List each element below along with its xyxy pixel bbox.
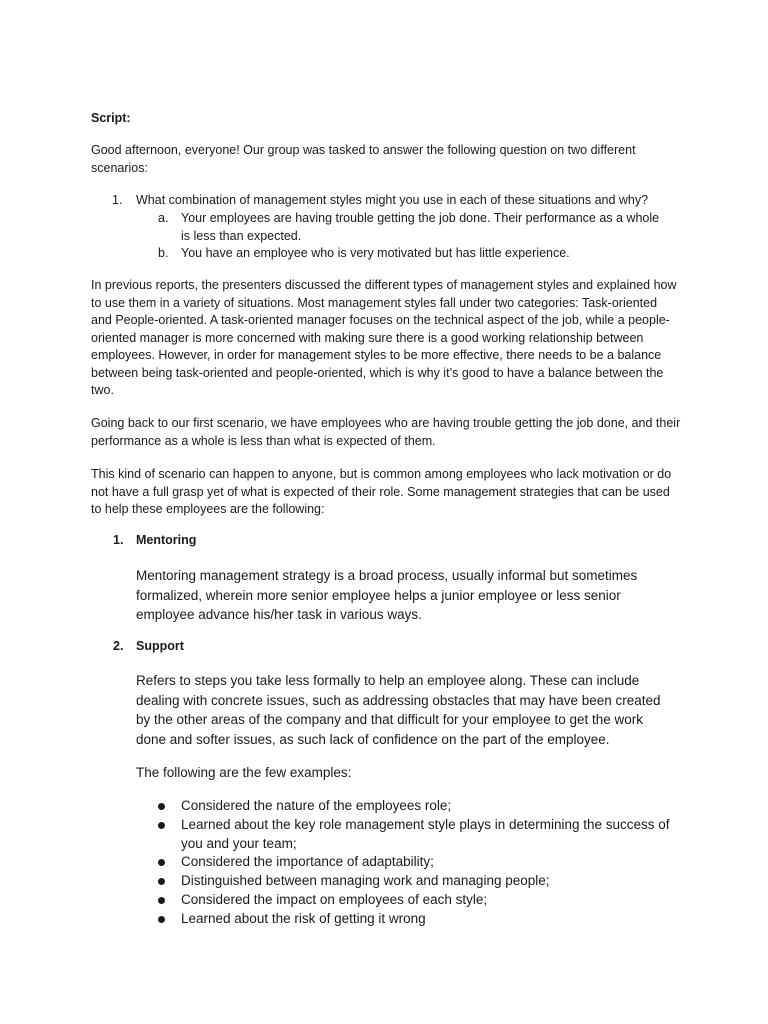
bullet-item: Considered the importance of adaptability; (181, 854, 434, 869)
bullet-dot (158, 822, 165, 829)
examples-intro: The following are the few examples: (136, 765, 352, 780)
sub-item-text-b: You have an employee who is very motivated but has little experience. (181, 246, 570, 260)
bullet-dot (158, 859, 165, 866)
bullet-dot (158, 803, 165, 810)
support-paragraph: Refers to steps you take less formally to help an employee along. These can include dealing with concrete issues, such as addressing obstacles that may have been created by the other areas of the company and that difficult for your employee to get the work done and softer issues, as such lack of confidence on the part of the employee. (136, 673, 661, 747)
question-number: 1. (112, 193, 123, 207)
bullet-item: Considered the nature of the employees role; (181, 798, 452, 813)
mentoring-paragraph: Mentoring management strategy is a broad process, usually informal but sometimes formalized, wherein more senior employee helps a junior employee or less senior employee advance his/her task in various ways. (136, 568, 638, 622)
paragraph-management-styles: In previous reports, the presenters discussed the different types of management styles and explained how to use them in a variety of situations. Most management styles fall under two categories: Task-oriented and People-oriented. A task-oriented manager focuses on the technical aspect of the job, while a people-oriented manager is more concerned with making sure there is a good working relationship between employees. However, in order for management styles to be more effective, there needs to be a balance between being task-oriented and people-oriented, which is why it’s good to have a balance between the two. (91, 278, 677, 397)
bullet-item: Learned about the risk of getting it wrong (181, 911, 426, 926)
paragraph-scenario-detail: This kind of scenario can happen to anyone, but is common among employees who lack motivation or do not have a full grasp yet of what is expected of their role. Some management strategies that can be used to help these employees are the following: (91, 467, 672, 516)
section-title-mentoring: Mentoring (136, 533, 197, 547)
question-text: What combination of management styles might you use in each of these situations and why? (136, 193, 649, 207)
bullet-dot (158, 916, 165, 923)
sub-item-letter-a: a. (158, 211, 169, 225)
section-number-support: 2. (113, 639, 124, 653)
sub-item-text-a: Your employees are having trouble getting the job done. Their performance as a whole is less than expected. (181, 211, 660, 243)
bullet-item: Distinguished between managing work and managing people; (181, 873, 550, 888)
paragraph-first-scenario: Going back to our first scenario, we have employees who are having trouble getting the job done, and their performance as a whole is less than what is expected of them. (91, 416, 681, 448)
script-heading: Script: (91, 111, 131, 125)
section-title-support: Support (136, 639, 184, 653)
bullet-item: Learned about the key role management style plays in determining the success of you and your team; (181, 817, 670, 851)
intro-paragraph: Good afternoon, everyone! Our group was tasked to answer the following question on two different scenarios: (91, 143, 636, 175)
bullet-item: Considered the impact on employees of each style; (181, 892, 488, 907)
bullet-dot (158, 878, 165, 885)
bullet-dot (158, 897, 165, 904)
sub-item-letter-b: b. (158, 246, 169, 260)
section-number-mentoring: 1. (113, 533, 124, 547)
